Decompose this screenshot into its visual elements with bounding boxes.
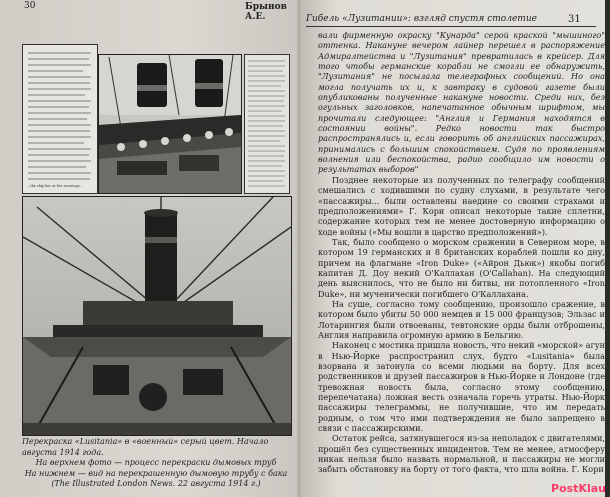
photo-funnel-from-forecastle bbox=[22, 196, 292, 436]
clipping-text-lines bbox=[23, 45, 97, 193]
caption-line-3: На нижнем — вид на перекрашенную дымовую трубу с бака bbox=[24, 468, 288, 478]
right-running-head: Гибель «Лузитании»: взгляд спустя столетие bbox=[306, 14, 537, 24]
paragraph-2: Позднее некоторые из полученных по телеграфу сообщений смешались с ходившими по судну слухами, в результате чего «пассажиры... были оставлены наедине со своими страхами и предположениями» Г. Кори описал некоторые такие сплетни, содержание которых тем не менее достоверную информацию о ходе войны («Мы вошли в царство предположений»). bbox=[318, 174, 605, 237]
clip-snippet: ...the ship lies at her moorings... bbox=[27, 184, 83, 188]
newspaper-clipping bbox=[22, 44, 98, 194]
paragraph-4: На суше, согласно тому сообщению, произошло сражение, в котором было убиты 50 000 немцев и 15 000 французов; Эльзас и Лотарингия были отвоеваны, тевтонские орды были отброшены, Англия направила огромную армию в Бельгию. bbox=[318, 298, 605, 340]
side-article-column bbox=[244, 54, 290, 194]
left-page-number: 30 bbox=[24, 1, 36, 11]
paragraph-5: Наконец с мостика пришла новость, что некий «морской» агун в Нью-Йорке распространил слух, будто «Lusitania» была взорвана и затонула со всеми людьми на борту. Для всех родственников и друзей пассажиров в Нью-Йорке и Лондоне (где тревожная новость была, согласно этому сообщению, перепечатана) ложная весть означала горечь утраты. Нью-Йорк пассажиры телеграммы, не получившие, что им передать родным, о том что ими подтверждения не было запрещено в связи с пассажирскими. bbox=[318, 340, 605, 434]
left-page bbox=[0, 0, 302, 497]
article-body bbox=[318, 30, 605, 475]
right-page-number: 31 bbox=[568, 14, 581, 25]
paragraph-6: Остаток рейса, затянувшегося из-за неполадок с двигателями, прошёл без существенных инцидентов. Тем не менее, атмосферу никак нельзя было назвать нормальной, и пассажиры не могли забыть обстановку на борту от того факта, что шла война. Г. Кори bbox=[318, 433, 605, 475]
caption-line-1: Перекраска «Lusitania» в «военный» серый цвет. Начало августа 1914 года. bbox=[22, 437, 269, 457]
photo-caption bbox=[22, 437, 290, 490]
header-rule bbox=[306, 26, 596, 27]
paragraph-1: вали фирменную окраску "Кунарда" серой краской "мышиного" оттенка. Накануне вечером лайнер перешел в распоряжение Адмиралтейства и "Лузитания" превратилась в крейсер. Для того чтобы германские корабли не смогли ее обнаружить, "Лузитания" не посылала телеграфных сообщений. Но она могла получать их и, к завтраку в судовой газете были опубликованы полученные накануне новости. Среди них, без огульных заголовков, напечатанное обычным шрифтом, мы прочитали следующее: "Англия и Германия находятся в состоянии войны". Редко новости так быстро распространялись и, если говорить об английских пассажирах, принимались с большим спокойствием. Судя по проявлениям волнения или беспокойства, радио сообщило им новости о результатах выборов" bbox=[318, 30, 605, 175]
photo-funnel-repainting bbox=[98, 54, 242, 194]
caption-line-4: (The Illustrated London News. 22 августа 1914 г.) bbox=[51, 479, 261, 488]
caption-line-2: На верхнем фото — процесс перекраски дымовых труб bbox=[35, 458, 277, 467]
left-running-head: Брынов А.Е. bbox=[245, 2, 287, 22]
watermark: PostKlau bbox=[551, 482, 606, 495]
paragraph-3: Так, было сообщено о морском сражении в Северном море, в котором 19 германских и 8 британских кораблей пошли ко дну, причем на флагмане «Iron Duke» («Айрон Дьюк») якобы погиб капитан Д. Доу некий О'Каллахан (O'Callahan). На следующий день выяснилось, что не было ни битвы, ни потопленного «Iron Duke», ни мученически погибшего О'Каллахана. bbox=[318, 236, 605, 299]
